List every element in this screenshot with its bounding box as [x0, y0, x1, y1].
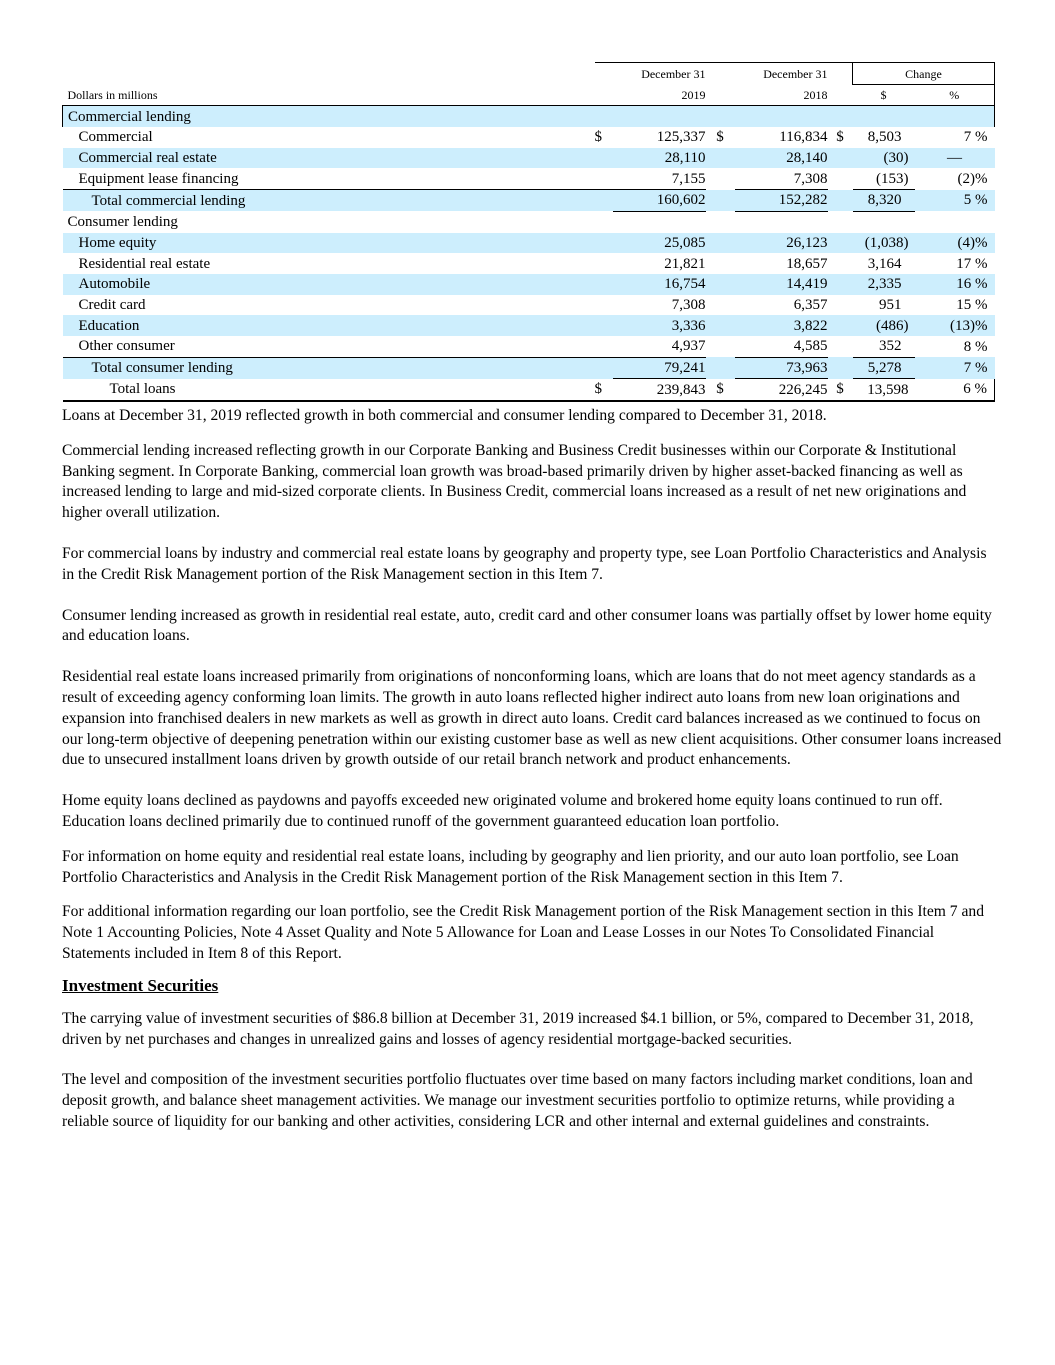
change-pct: 17 % — [956, 255, 988, 272]
paragraph: The carrying value of investment securities of $86.8 billion at December 31, 2019 increased $4.1 billion, or 5%, compared to December 31, 2018, driven by net purchases and changes in unrealized gains and losses of agency residential mortgage-backed securities. — [62, 1009, 974, 1048]
table-header-row-2 — [63, 84, 995, 106]
col-header-2018-line2: 2018 — [735, 84, 828, 106]
col-header-change-dollar: $ — [853, 84, 915, 106]
value-2018: 73,963 — [735, 357, 828, 379]
change-dollar: (1,038) — [853, 233, 915, 254]
change-dollar: 8,503 — [867, 129, 902, 146]
change-pct: 7 % — [915, 357, 995, 379]
currency-symbol: $ — [595, 379, 613, 401]
value-2018: 6,357 — [793, 296, 828, 313]
change-dollar: (486) — [853, 315, 915, 336]
paragraph: Home equity loans declined as paydowns and payoffs exceeded new originated volume and brokered home equity loans continued to run off. Education loans declined primarily due to continued runoff of the government guaranteed education loan portfolio. — [62, 792, 943, 830]
row-label: Automobile — [63, 274, 595, 295]
value-2019: 239,843 — [613, 379, 706, 401]
row-label: Credit card — [78, 296, 146, 313]
change-pct: 15 % — [956, 296, 988, 313]
paragraph: Residential real estate loans increased primarily from originations of nonconforming loans, which are loans that do not meet agency standards as a result of exceeding agency conforming loan limits. The growth in auto loans reflected higher indirect auto loans from new loan originations and expansion into franchised dealers in new markets as well as growth in direct auto loans. Credit card balances increased as we continued to focus on our long-term objective of deepening penetration within our existing customer base as well as new client acquisitions. Other consumer loans increased due to unsecured installment loans driven by growth outside of our retail branch network and product enhancements. — [62, 668, 1002, 769]
paragraph: For information on home equity and residential real estate loans, including by geography and lien priority, and our auto loan portfolio, see Loan Portfolio Characteristics and Analysis in the Credit Risk Management portion of the Risk Management section in this Item 7. — [62, 847, 959, 886]
change-pct: — — [915, 148, 995, 169]
change-dollar: 8,320 — [853, 190, 915, 212]
loans-table — [62, 62, 995, 402]
paragraph: Commercial lending increased reflecting growth in our Corporate Banking and Business Credit businesses within our Corporate & Institutional Banking segment. In Corporate Banking, commercial loan growth was broad-based primarily driven by higher asset-backed financing as well as increased lending to large and mid-sized corporate clients. In Business Credit, commercial loans increased as a result of net new originations and higher overall utilization. — [62, 441, 967, 522]
change-pct: 5 % — [915, 190, 995, 212]
table-row — [63, 127, 995, 148]
value-2018: 116,834 — [779, 129, 828, 146]
table-row — [63, 253, 995, 274]
change-pct: (13)% — [915, 315, 995, 336]
change-pct: 16 % — [915, 274, 995, 295]
body-text — [62, 406, 1002, 1153]
change-dollar: (153) — [853, 168, 915, 189]
change-pct: (4)% — [915, 233, 995, 254]
value-2018: 14,419 — [735, 274, 828, 295]
change-dollar: 13,598 — [853, 379, 915, 401]
change-dollar: 352 — [853, 336, 915, 357]
table-row — [63, 168, 995, 189]
currency-symbol: $ — [594, 129, 602, 146]
row-label: Equipment lease financing — [78, 170, 239, 187]
table-header-row-1 — [63, 63, 995, 85]
paragraph: Consumer lending increased as growth in residential real estate, auto, credit card and other consumer loans was partially offset by lower home equity and education loans. — [62, 606, 992, 645]
currency-symbol: $ — [828, 379, 853, 401]
table-row — [63, 295, 995, 316]
row-label: Education — [63, 315, 595, 336]
value-2018: 152,282 — [735, 190, 828, 212]
change-dollar: 3,164 — [867, 255, 902, 272]
value-2019: 16,754 — [613, 274, 706, 295]
row-label: Commercial real estate — [63, 148, 595, 169]
change-pct: 8 % — [963, 338, 988, 355]
change-pct: (2)% — [957, 171, 988, 188]
col-header-change-pct: % — [915, 84, 995, 106]
paragraph: Loans at December 31, 2019 reflected growth in both commercial and consumer lending compared to December 31, 2018. — [62, 407, 827, 424]
value-2019: 4,937 — [613, 336, 706, 357]
row-label: Total loans — [63, 379, 595, 401]
change-dollar: (30) — [853, 148, 915, 169]
value-2018: 7,308 — [735, 168, 828, 189]
value-2019: 79,241 — [613, 357, 706, 379]
value-2019: 25,085 — [613, 233, 706, 254]
row-label: Other consumer — [78, 338, 175, 355]
change-dollar: 5,278 — [853, 357, 915, 379]
section-title-row — [63, 106, 995, 127]
row-label: Total consumer lending — [63, 357, 595, 379]
grand-total-row — [63, 379, 995, 401]
section-title-consumer: Consumer lending — [67, 213, 178, 230]
col-header-2018-line1: December 31 — [735, 63, 828, 85]
value-2019: 7,308 — [671, 296, 706, 313]
paragraph: For commercial loans by industry and commercial real estate loans by geography and property type, see Loan Portfolio Characteristics and Analysis in the Credit Risk Management portion of the Risk Management section in this Item 7. — [62, 544, 987, 583]
col-header-change: Change — [853, 63, 995, 85]
value-2019: 7,155 — [613, 168, 706, 189]
currency-symbol: $ — [706, 379, 735, 401]
change-dollar: 951 — [879, 296, 902, 313]
change-pct: 7 % — [963, 129, 988, 146]
section-title-commercial: Commercial lending — [63, 106, 595, 127]
paragraph: The level and composition of the investment securities portfolio fluctuates over time based on many factors including market conditions, loan and deposit growth, and balance sheet management activities. We manage our investment securities portfolio to optimize returns, while providing a reliable source of liquidity for our banking and other activities, considering LCR and other internal and external guidelines and constraints. — [62, 1071, 973, 1130]
table-row — [63, 233, 995, 254]
row-label: Residential real estate — [78, 255, 211, 272]
row-label: Total commercial lending — [63, 190, 595, 212]
paragraph: For additional information regarding our loan portfolio, see the Credit Risk Management portion of the Risk Management section in this Item 7 and Note 1 Accounting Policies, Note 4 Asset Quality and Note 5 Allowance for Loan and Lease Losses in our Notes To Consolidated Financial Statements included in Item 8 of this Report. — [62, 903, 985, 962]
section-title-row — [63, 211, 995, 232]
table-row — [63, 274, 995, 295]
row-label: Home equity — [63, 233, 595, 254]
col-header-2019-line1: December 31 — [613, 63, 706, 85]
value-2019: 21,821 — [664, 255, 706, 272]
value-2018: 26,123 — [735, 233, 828, 254]
currency-symbol: $ — [836, 129, 844, 146]
subtotal-row — [63, 357, 995, 379]
value-2019: 125,337 — [656, 129, 706, 146]
loans-table-container — [62, 62, 994, 402]
col-header-2019-line2: 2019 — [613, 84, 706, 106]
value-2018: 226,245 — [735, 379, 828, 401]
section-heading: Investment Securities — [62, 975, 219, 995]
row-label: Commercial — [78, 129, 153, 146]
value-2018: 18,657 — [786, 255, 828, 272]
table-row — [63, 148, 995, 169]
table-row — [63, 336, 995, 357]
value-2018: 3,822 — [735, 315, 828, 336]
subtotal-row — [63, 190, 995, 212]
value-2018: 28,140 — [735, 148, 828, 169]
change-pct: 6 % — [915, 379, 995, 401]
value-2019: 160,602 — [613, 190, 706, 212]
unit-label: Dollars in millions — [63, 84, 595, 106]
value-2019: 28,110 — [613, 148, 706, 169]
currency-symbol: $ — [716, 129, 724, 146]
value-2018: 4,585 — [735, 336, 828, 357]
change-dollar: 2,335 — [853, 274, 915, 295]
value-2019: 3,336 — [613, 315, 706, 336]
table-row — [63, 315, 995, 336]
